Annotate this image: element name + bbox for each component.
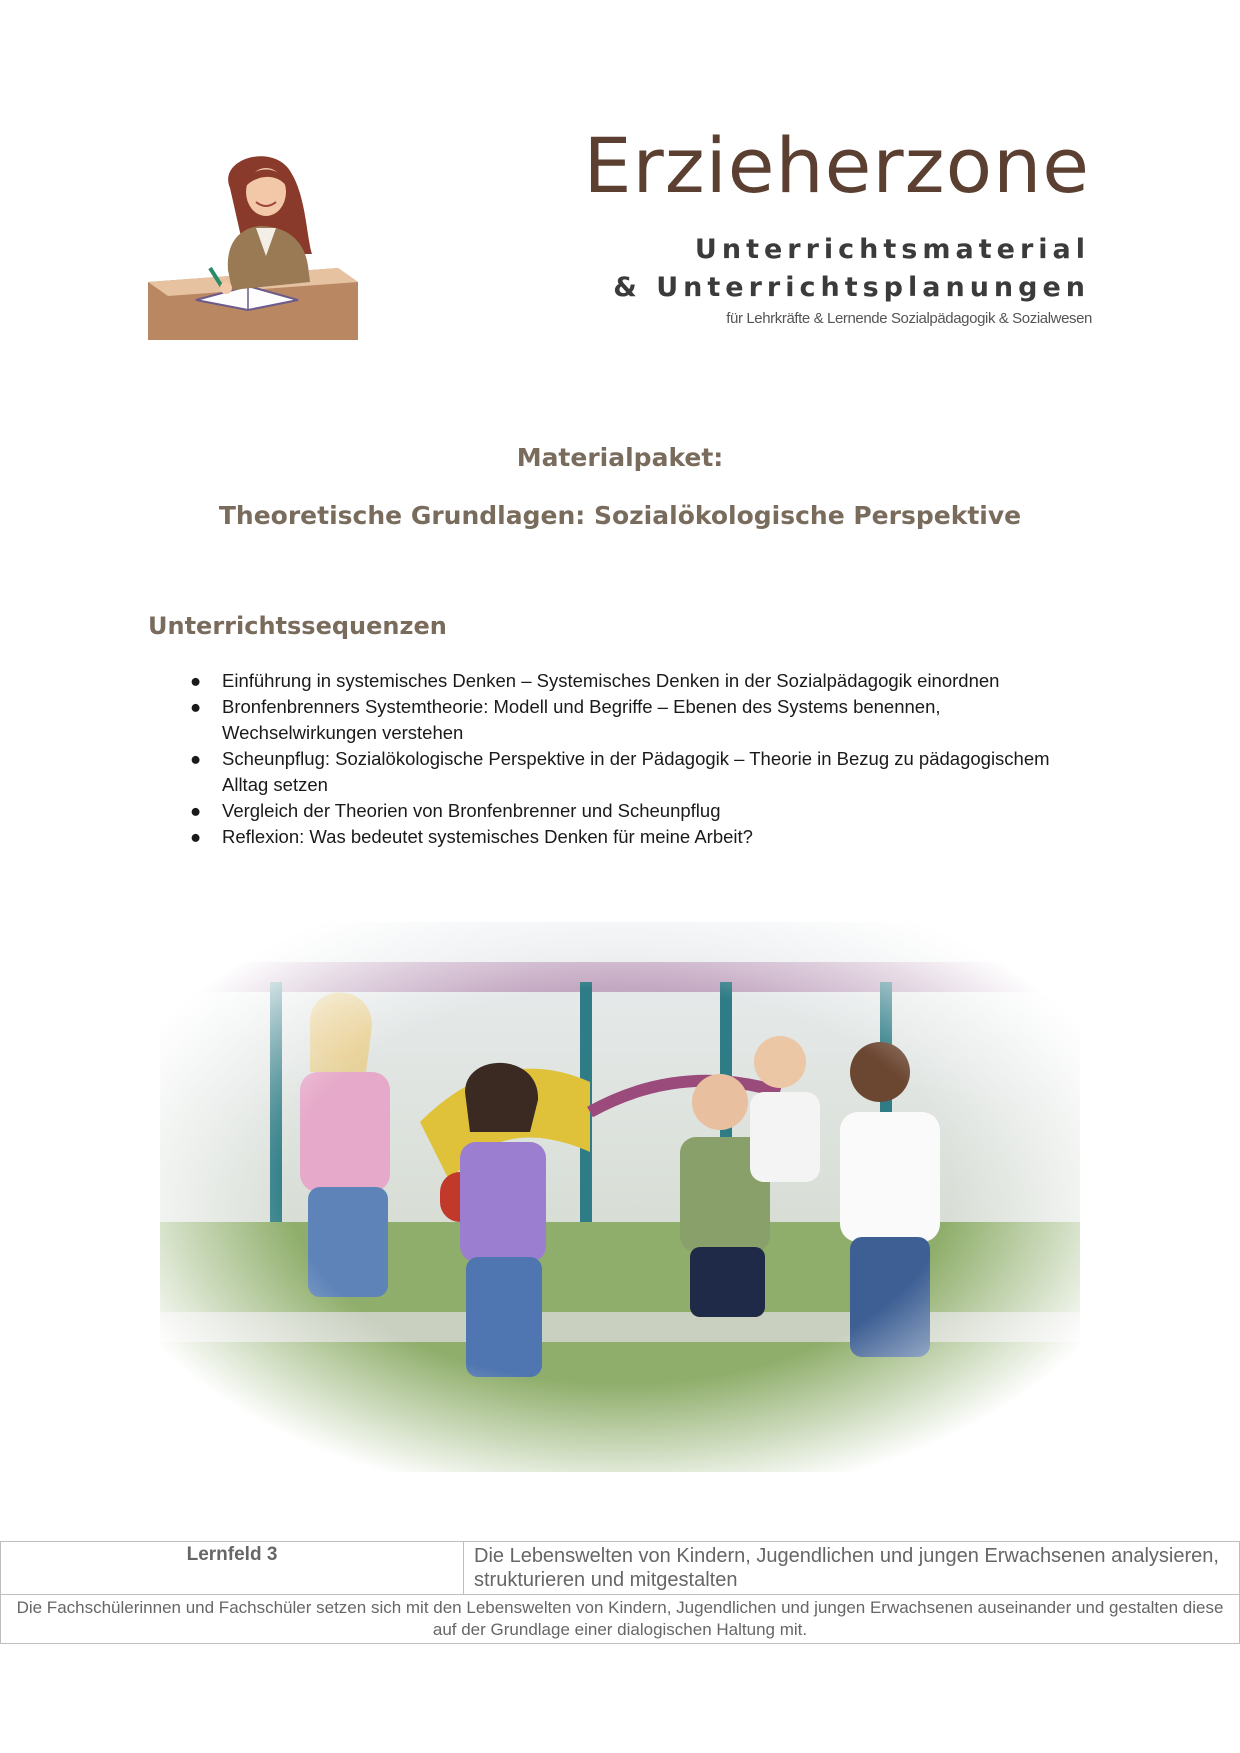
- sequence-item-text: Bronfenbrenners Systemtheorie: Modell und Begriffe – Ebenen des Systems benennen, Wechselwirkungen verstehen: [222, 696, 941, 743]
- children-running-photo: [160, 922, 1080, 1472]
- sequence-item-text: Scheunpflug: Sozialökologische Perspektive in der Pädagogik – Theorie in Bezug zu pädagogischem Alltag setzen: [222, 748, 1050, 795]
- brand-subtitle-line-1: Unterrichtsmaterial: [694, 234, 1090, 265]
- sequence-item-text: Vergleich der Theorien von Bronfenbrenner und Scheunpflug: [222, 800, 721, 821]
- brand-tagline: für Lehrkräfte & Lernende Sozialpädagogik & Sozialwesen: [726, 310, 1092, 327]
- brand-title: Erzieherzone: [583, 121, 1090, 210]
- lernfeld-label: Lernfeld 3: [1, 1542, 464, 1595]
- bullet-icon: ●: [190, 670, 202, 691]
- package-label: Materialpaket:: [516, 443, 724, 472]
- lernfeld-description: Die Fachschülerinnen und Fachschüler setzen sich mit den Lebenswelten von Kindern, Jugendlichen und jungen Erwachsenen auseinander und gestalten diese auf der Grundlage einer dialogischen Haltung mit.: [1, 1595, 1240, 1644]
- sequence-item: [190, 824, 1070, 850]
- bullet-icon: ●: [190, 800, 202, 821]
- sequence-item-text: Einführung in systemisches Denken – Systemisches Denken in der Sozialpädagogik einordnen: [222, 670, 1000, 691]
- lernfeld-title: Die Lebenswelten von Kindern, Jugendlichen und jungen Erwachsenen analysieren, strukturieren und mitgestalten: [464, 1542, 1240, 1595]
- sequences-heading: Unterrichtssequenzen: [148, 612, 447, 640]
- package-title: Theoretische Grundlagen: Sozialökologische Perspektive: [218, 501, 1022, 530]
- lernfeld-table: [0, 1541, 1240, 1644]
- sequence-item: [190, 694, 1070, 746]
- teacher-illustration: [148, 150, 358, 340]
- sequence-item: [190, 668, 1070, 694]
- bullet-icon: ●: [190, 748, 202, 769]
- brand-subtitle-line-2: & Unterrichtsplanungen: [613, 272, 1090, 303]
- bullet-icon: ●: [190, 696, 202, 717]
- sequence-list: [190, 668, 1070, 850]
- sequence-item: [190, 798, 1070, 824]
- sequence-item-text: Reflexion: Was bedeutet systemisches Denken für meine Arbeit?: [222, 826, 753, 847]
- bullet-icon: ●: [190, 826, 202, 847]
- sequence-item: [190, 746, 1070, 798]
- table-row: [1, 1542, 1240, 1595]
- table-row: [1, 1595, 1240, 1644]
